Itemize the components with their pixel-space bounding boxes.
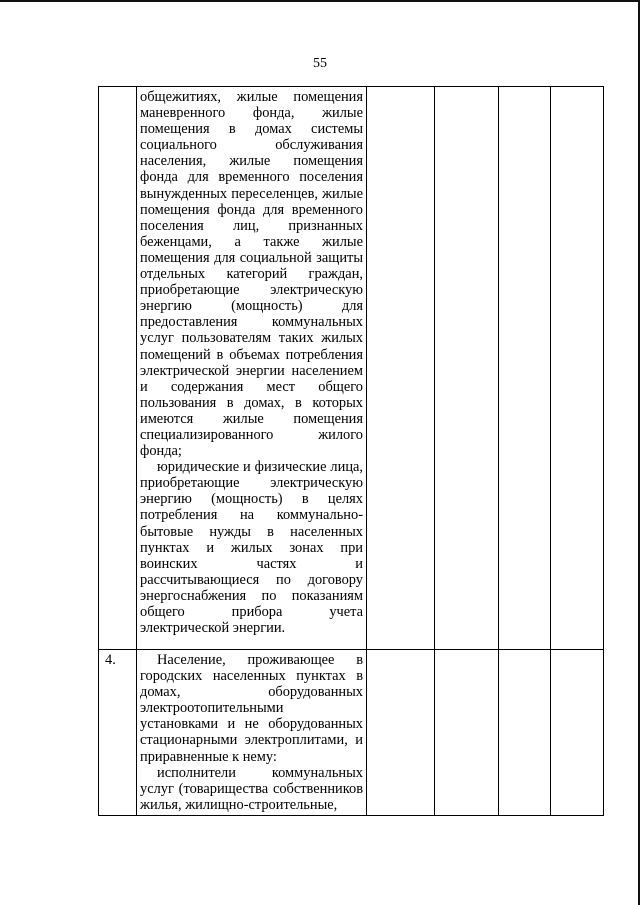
description-paragraph: Население, проживающее в городских населенных пунктах в домах, оборудованных электроотопительными установками и не оборудованных стационарными электроплитами, и приравненные к нему:	[140, 652, 363, 765]
empty-cell	[551, 87, 604, 650]
empty-cell	[367, 87, 435, 650]
empty-cell	[435, 87, 499, 650]
description-paragraph: исполнители коммунальных услуг (товарищества собственников жилья, жилищно-строительные,	[140, 764, 363, 813]
empty-cell	[499, 87, 551, 650]
description-cell	[137, 87, 367, 650]
empty-cell	[499, 650, 551, 816]
description-paragraph: общежитиях, жилые помещения маневренного фонда, жилые помещения в домах системы социального обслуживания населения, жилые помещения фонда для временного поселения вынужденных переселенцев, жилые помещения фонда для временного поселения лиц, признанных беженцами, а также жилые помещения для социальной защиты отдельных категорий граждан, приобретающие электрическую энергию (мощность) для предоставления коммунальных услуг пользователям таких жилых помещений в объемах потребления электрической энергии населением и содержания мест общего пользования в домах, в которых имеются жилые помещения специализированного жилого фонда;	[140, 89, 363, 460]
page-number: 55	[313, 56, 327, 71]
empty-cell	[367, 650, 435, 816]
empty-cell	[551, 650, 604, 816]
empty-cell	[435, 650, 499, 816]
table-row	[99, 87, 604, 650]
row-number-cell: 4.	[99, 650, 137, 816]
table-row	[99, 650, 604, 816]
description-cell	[137, 650, 367, 816]
row-number-cell	[99, 87, 137, 650]
tariff-table	[98, 86, 604, 816]
description-paragraph: юридические и физические лица, приобретающие электрическую энергию (мощность) в целях потребления на коммунально-бытовые нужды в населенных пунктах и жилых зонах при воинских частях и рассчитывающиеся по договору энергоснабжения по показаниям общего прибора учета электрической энергии.	[140, 459, 363, 637]
scan-border-top	[0, 0, 640, 2]
